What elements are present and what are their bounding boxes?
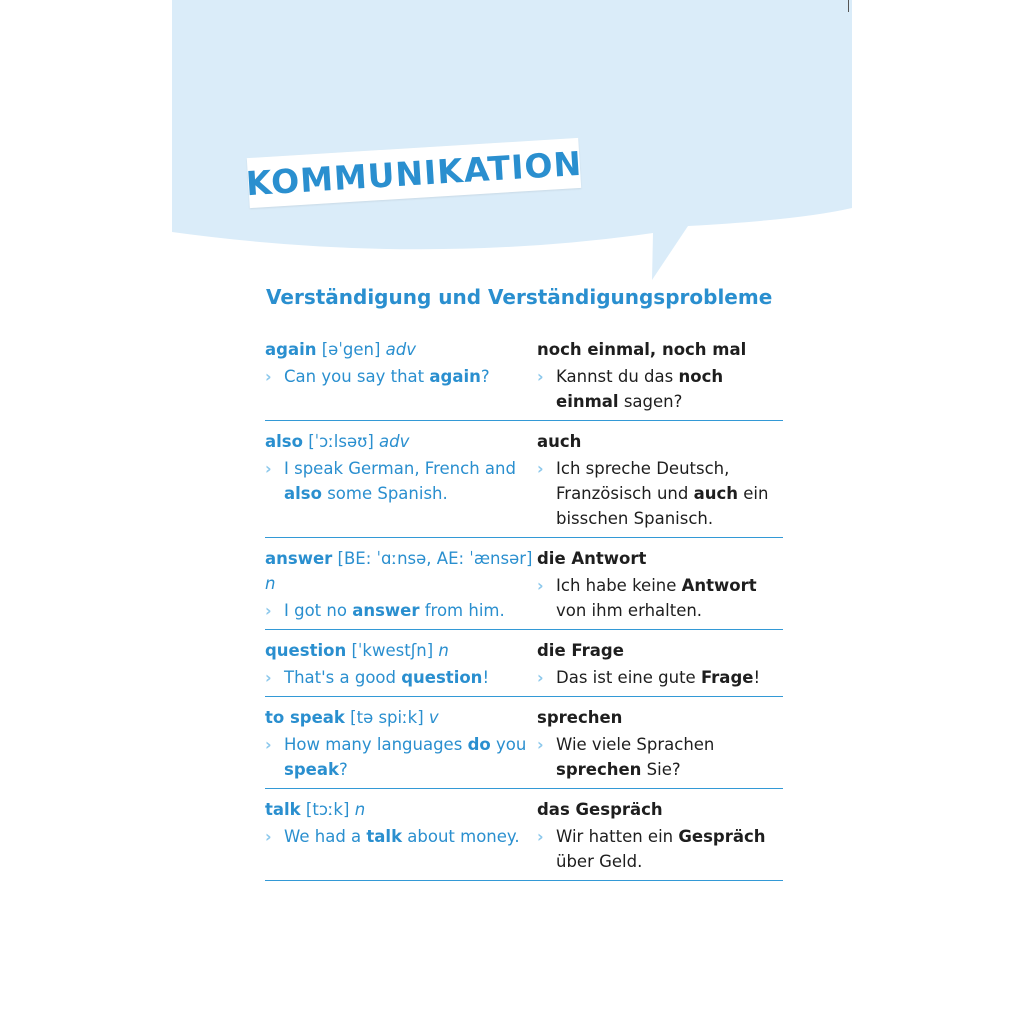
part-of-speech: n [438, 641, 449, 660]
headword: question [265, 641, 347, 660]
example-de-text [556, 668, 760, 687]
headword-line [265, 429, 537, 454]
pronunciation: [ˈkwestʃn] [351, 641, 434, 660]
example-arrow-icon: › [265, 601, 272, 620]
example-fragment: sagen? [618, 392, 683, 411]
german-column [537, 797, 783, 874]
example-keyword: answer [352, 601, 420, 620]
example-fragment: ! [753, 668, 761, 687]
headword-line [265, 705, 537, 730]
english-column [265, 705, 537, 782]
pronunciation: [tɔːk] [305, 800, 350, 819]
example-en-text [284, 367, 490, 386]
example-keyword: question [401, 668, 483, 687]
part-of-speech: n [354, 800, 366, 819]
example-keyword: also [284, 484, 322, 503]
english-column [265, 429, 537, 531]
example-en [265, 665, 537, 690]
example-fragment: von ihm erhalten. [556, 601, 703, 620]
translation: noch einmal, noch mal [537, 340, 747, 359]
headword-line [265, 337, 537, 362]
example-fragment: Das ist eine gute [556, 668, 701, 687]
example-en-text [284, 735, 526, 779]
example-arrow-icon: › [537, 459, 544, 478]
example-arrow-icon: › [265, 735, 272, 754]
example-arrow-icon: › [265, 367, 272, 386]
example-fragment: ! [482, 668, 490, 687]
example-de [537, 665, 783, 690]
example-fragment: I speak German, French and [284, 459, 516, 478]
pronunciation: [ˈɔːlsəʊ] [308, 432, 374, 451]
example-arrow-icon: › [537, 367, 544, 386]
german-column [537, 337, 783, 414]
example-de [537, 732, 783, 782]
example-fragment: from him. [419, 601, 505, 620]
example-de-text [556, 735, 714, 779]
example-fragment: Ich habe keine [556, 576, 682, 595]
example-de [537, 364, 783, 414]
vocabulary-entry [265, 697, 783, 789]
translation: die Antwort [537, 549, 647, 568]
english-column [265, 337, 537, 414]
example-fragment: That's a good [284, 668, 402, 687]
part-of-speech: adv [385, 340, 416, 359]
headword: talk [265, 800, 301, 819]
example-en-text [284, 668, 489, 687]
example-de [537, 456, 783, 531]
english-column [265, 546, 537, 623]
example-en [265, 364, 537, 389]
example-en [265, 824, 537, 849]
english-column [265, 797, 537, 874]
example-fragment: We had a [284, 827, 367, 846]
vocabulary-list [265, 337, 783, 881]
translation: die Frage [537, 641, 624, 660]
part-of-speech: n [265, 574, 276, 593]
vocabulary-entry [265, 630, 783, 697]
example-de-text [556, 459, 768, 528]
example-keyword: do [467, 735, 491, 754]
example-arrow-icon: › [265, 459, 272, 478]
vocabulary-entry [265, 421, 783, 538]
part-of-speech: v [428, 708, 439, 727]
example-fragment: Wir hatten ein [556, 827, 679, 846]
headword-line [265, 797, 537, 822]
example-de-text [556, 576, 757, 620]
german-column [537, 705, 783, 782]
headword: also [265, 432, 303, 451]
example-arrow-icon: › [537, 668, 544, 687]
example-fragment: über Geld. [556, 852, 643, 871]
translation: auch [537, 432, 582, 451]
example-en [265, 732, 537, 782]
example-fragment: ? [338, 760, 348, 779]
example-keyword: talk [366, 827, 403, 846]
example-keyword: speak [284, 760, 339, 779]
headword-line [265, 546, 537, 596]
example-fragment: Wie viele Sprachen [556, 735, 715, 754]
translation: das Gespräch [537, 800, 663, 819]
speech-bubble-shape [172, 0, 852, 280]
example-en [265, 456, 537, 506]
part-of-speech: adv [379, 432, 410, 451]
example-keyword: noch einmal [556, 367, 724, 411]
example-de-text [556, 367, 723, 411]
vocabulary-entry [265, 538, 783, 630]
example-fragment: you [490, 735, 527, 754]
example-keyword: Gespräch [678, 827, 766, 846]
example-arrow-icon: › [265, 827, 272, 846]
pronunciation: [əˈgen] [321, 340, 381, 359]
trim-mark [848, 0, 849, 12]
example-arrow-icon: › [537, 576, 544, 595]
example-en-text [284, 827, 520, 846]
example-fragment: Kannst du das [556, 367, 679, 386]
example-fragment: I got no [284, 601, 353, 620]
example-en-text [284, 459, 516, 503]
example-keyword: sprechen [556, 760, 642, 779]
example-fragment: Ich spreche Deutsch, Französisch und [556, 459, 730, 503]
german-column [537, 638, 783, 690]
example-de [537, 824, 783, 874]
german-column [537, 429, 783, 531]
translation: sprechen [537, 708, 623, 727]
english-column [265, 638, 537, 690]
example-keyword: auch [693, 484, 739, 503]
pronunciation: [BE: ˈɑːnsə, AE: ˈænsər] [337, 549, 533, 568]
example-fragment: Can you say that [284, 367, 430, 386]
example-arrow-icon: › [265, 668, 272, 687]
example-fragment: some Spanish. [321, 484, 448, 503]
section-heading: Verständigung und Verständigungsprobleme [266, 285, 773, 309]
example-keyword: again [429, 367, 481, 386]
headword-line [265, 638, 537, 663]
german-column [537, 546, 783, 623]
example-fragment: ? [480, 367, 490, 386]
example-keyword: Antwort [681, 576, 757, 595]
example-fragment: Sie? [641, 760, 681, 779]
example-en-text [284, 601, 505, 620]
headword: again [265, 340, 317, 359]
example-fragment: How many languages [284, 735, 468, 754]
vocabulary-entry [265, 337, 783, 421]
example-fragment: ein bisschen Spanisch. [556, 484, 769, 528]
chapter-title: KOMMUNIKATION [244, 143, 584, 203]
example-en [265, 598, 537, 623]
example-fragment: about money. [402, 827, 520, 846]
headword: answer [265, 549, 333, 568]
headword: to speak [265, 708, 345, 727]
example-arrow-icon: › [537, 735, 544, 754]
example-de-text [556, 827, 766, 871]
example-de [537, 573, 783, 623]
vocabulary-entry [265, 789, 783, 881]
pronunciation: [tə spiːk] [350, 708, 424, 727]
example-arrow-icon: › [537, 827, 544, 846]
example-keyword: Frage [700, 668, 754, 687]
